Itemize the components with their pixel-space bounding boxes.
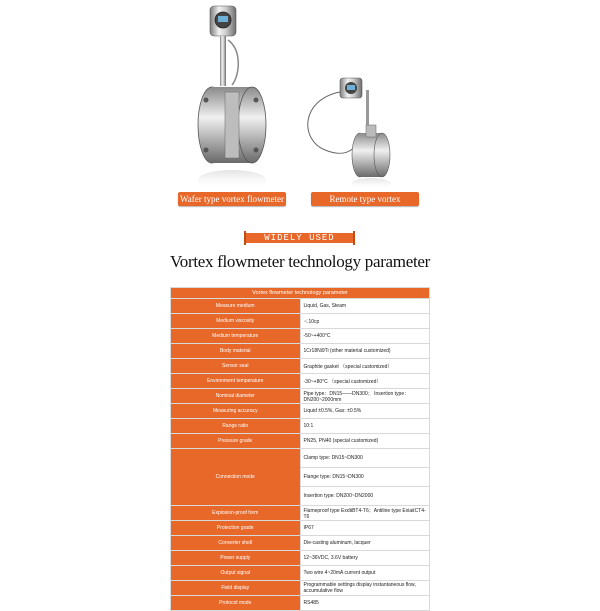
table-row (171, 551, 430, 566)
param-name: Pressure grade (171, 434, 301, 449)
table-row (171, 521, 430, 536)
param-value: RS485 (300, 596, 430, 611)
param-name: Field display (171, 581, 301, 596)
table-row (171, 419, 430, 434)
param-value: Two wire 4~20mA current output (300, 566, 430, 581)
wafer-type-label: Wafer type vortex flowmeter (178, 192, 286, 206)
product-photos (150, 0, 450, 210)
table-row (171, 389, 430, 404)
table-row (171, 506, 430, 521)
table-row (171, 566, 430, 581)
param-name: Explosion-proof form (171, 506, 301, 521)
param-value: -50~+400°C (300, 329, 430, 344)
table-row (171, 299, 430, 314)
param-value: Flameproof type ExdⅡBT4-T6；Antiline type ExiaⅡCT4-T6 (300, 506, 430, 521)
table-row (171, 449, 430, 468)
param-name: Power supply (171, 551, 301, 566)
param-name: Medium temperature (171, 329, 301, 344)
param-name: Environment temperature (171, 374, 301, 389)
param-value: ＜10cp (300, 314, 430, 329)
param-name: Medium viscosity (171, 314, 301, 329)
table-row (171, 596, 430, 611)
param-name: Body material (171, 344, 301, 359)
param-name: Output signal (171, 566, 301, 581)
widely-used-text: WIDELY USED (264, 233, 335, 243)
table-row (171, 344, 430, 359)
param-name: Converter shell (171, 536, 301, 551)
page-title: Vortex flowmeter technology parameter (169, 252, 430, 271)
param-value: Pipe type：DN15——DN300； Insertion type：DN200~2000mm (300, 389, 430, 404)
param-value: 1Cr18Ni9Ti (other material customized) (300, 344, 430, 359)
table-row (171, 374, 430, 389)
table-row (171, 359, 430, 374)
param-value: Flange type: DN15~DN300 (300, 468, 430, 487)
table-row (171, 314, 430, 329)
param-name: Measuring accuracy (171, 404, 301, 419)
param-value: Graphite gasket （special customized） (300, 359, 430, 374)
param-name: Range ratio (171, 419, 301, 434)
table-row (171, 404, 430, 419)
param-name: Measure medium (171, 299, 301, 314)
param-name: Nominal diameter (171, 389, 301, 404)
param-name: Sensor seal (171, 359, 301, 374)
table-row (171, 329, 430, 344)
table-row (171, 536, 430, 551)
param-value: Programmable settings display instantaneous flow, accumulative flow (300, 581, 430, 596)
table-row (171, 434, 430, 449)
param-value: Clamp type: DN15~DN300 (300, 449, 430, 468)
param-value: PN25, PN40 (special customized) (300, 434, 430, 449)
param-value: -30~+80°C （special customized） (300, 374, 430, 389)
parameter-table (170, 287, 430, 611)
param-name: Connection mode (171, 449, 301, 506)
remote-type-label: Remote type vortex flowmeter (311, 192, 419, 206)
param-value: Die-casting aluminum, lacquer (300, 536, 430, 551)
table-header: Vortex flowmeter technology parameter (171, 288, 430, 299)
param-value: Insertion type: DN200~DN2000 (300, 487, 430, 506)
remote-flowmeter-image (308, 78, 391, 190)
widely-used-banner (244, 231, 355, 245)
param-name: Protocol mode (171, 596, 301, 611)
param-value: 10:1 (300, 419, 430, 434)
param-value: 12~36VDC, 3.6V battery (300, 551, 430, 566)
param-value: Liquid, Gas, Steam (300, 299, 430, 314)
wafer-flowmeter-image (198, 6, 266, 190)
table-row (171, 581, 430, 596)
param-value: Liquid ±0.5%, Gas: ±0.5% (300, 404, 430, 419)
param-value: IP67 (300, 521, 430, 536)
param-name: Protection grade (171, 521, 301, 536)
